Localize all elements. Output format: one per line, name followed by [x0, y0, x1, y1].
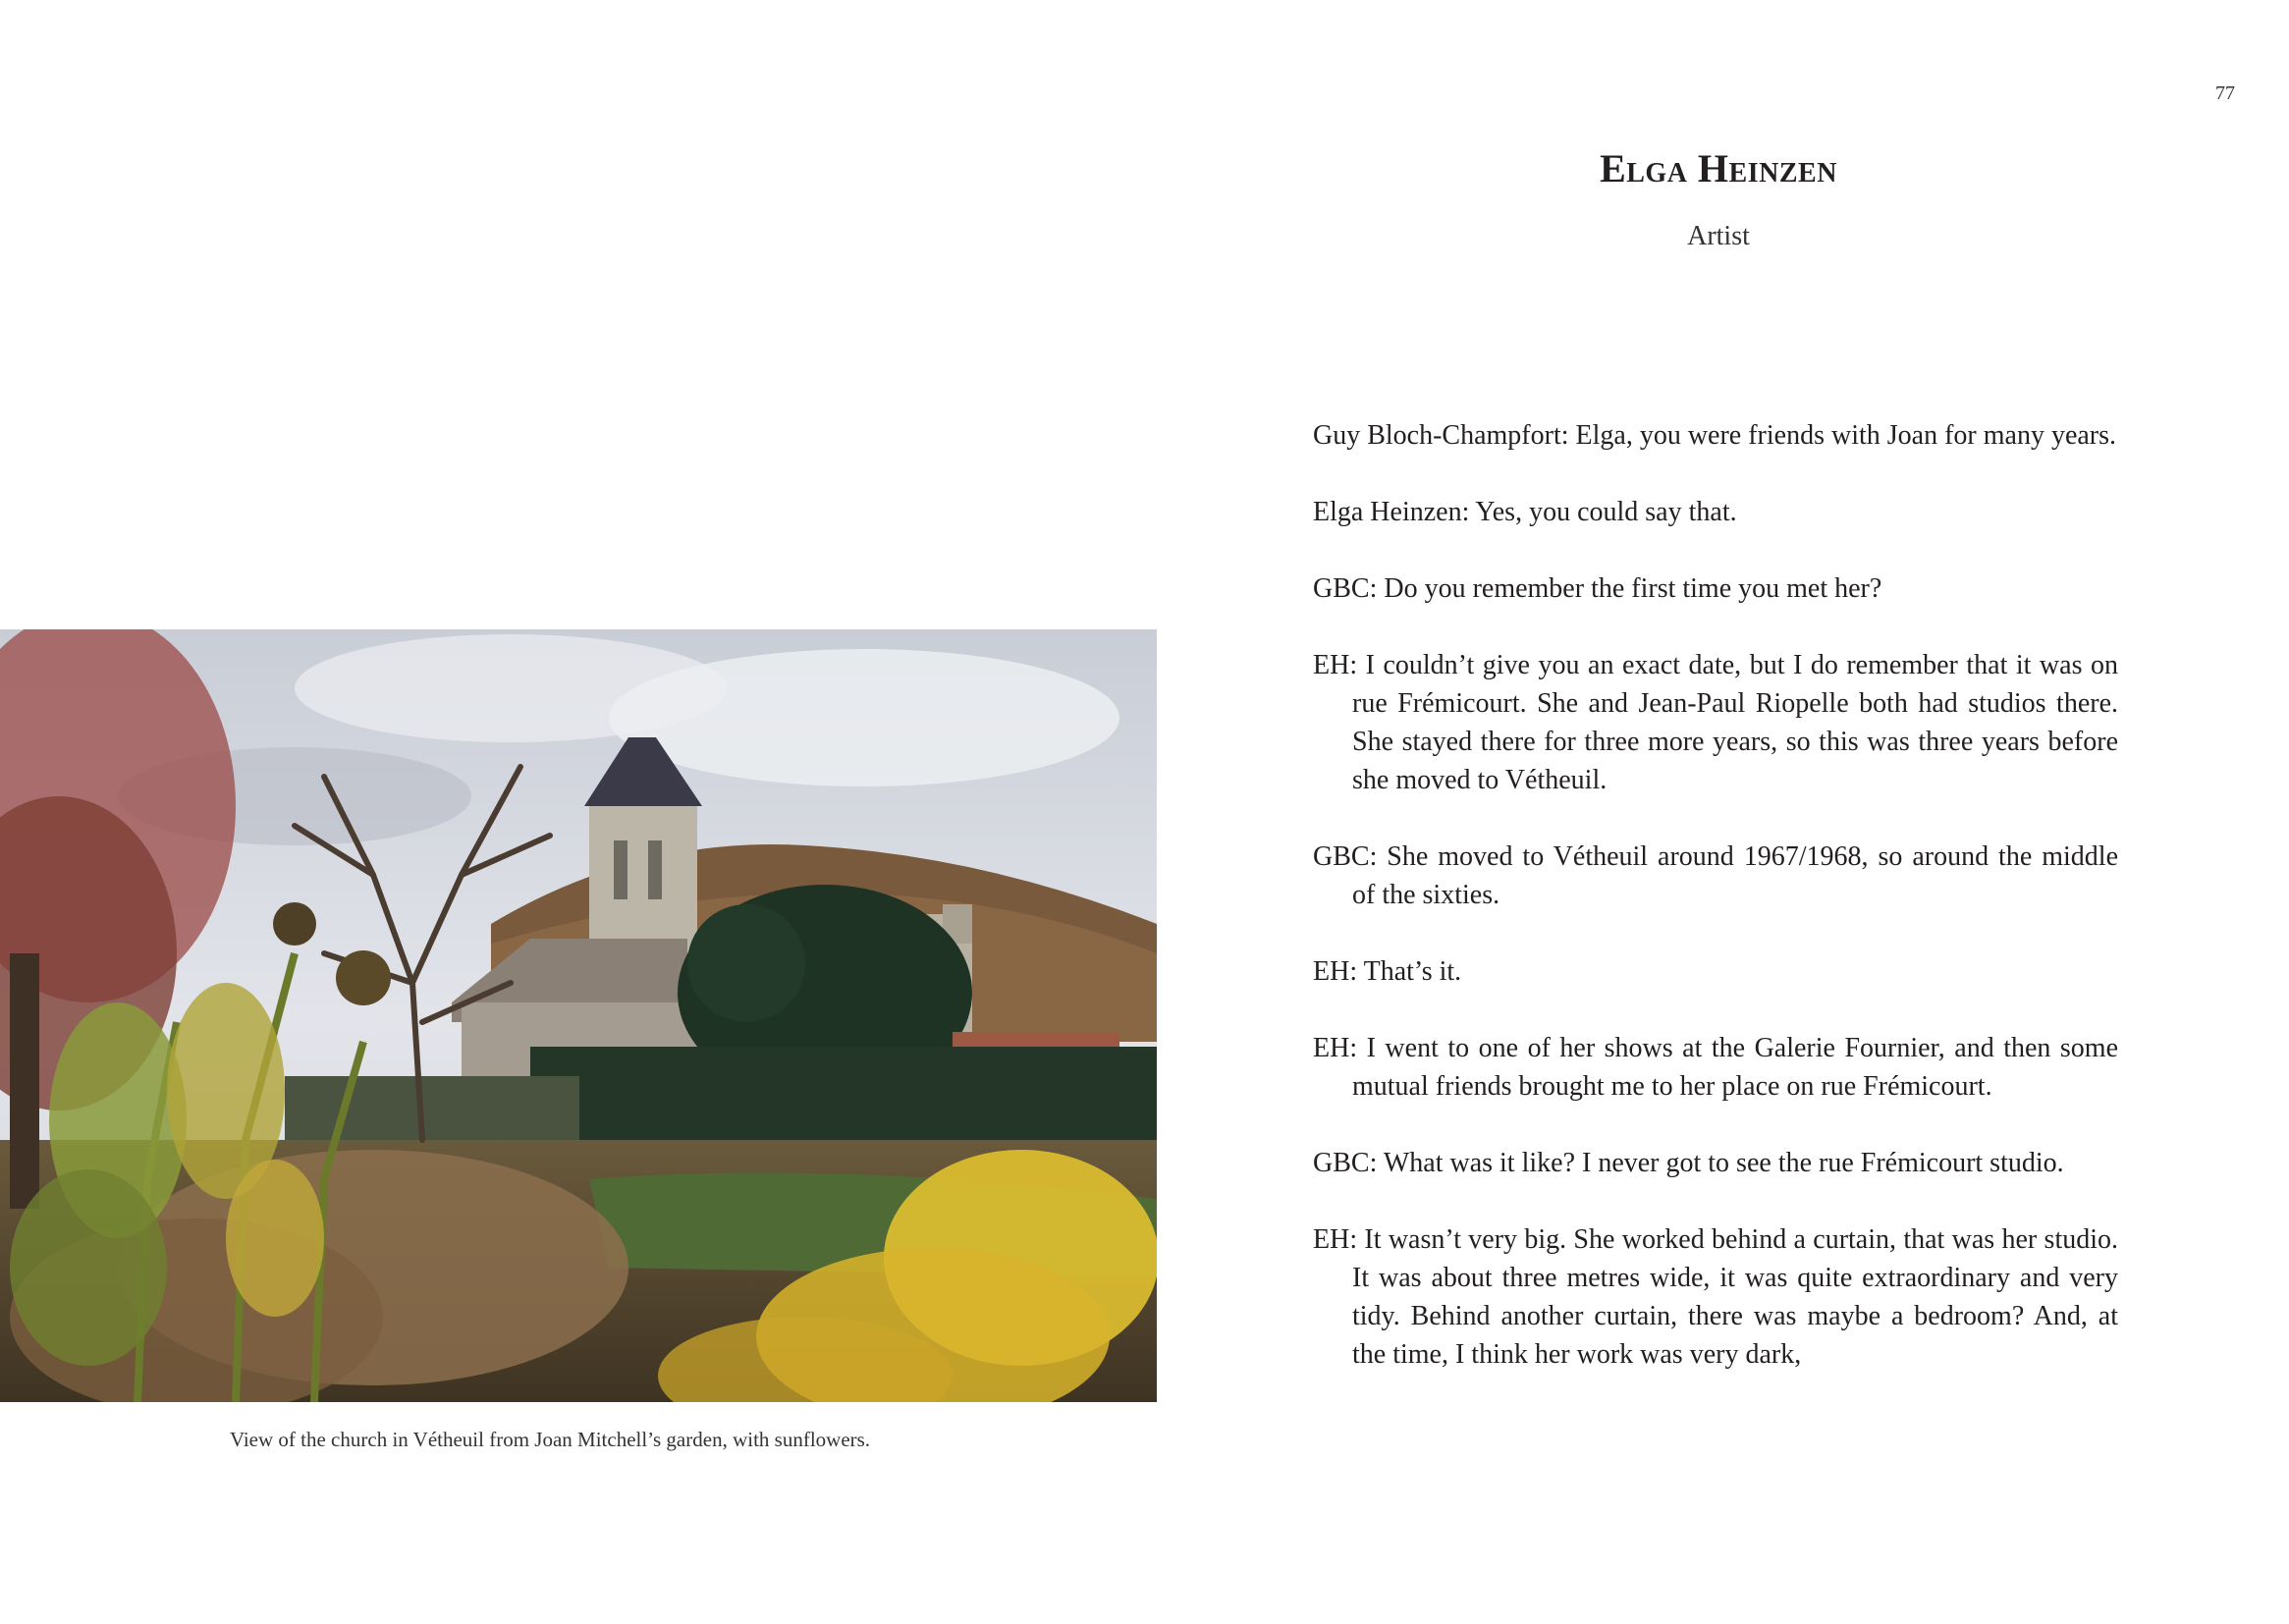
page-title: Elga Heinzen: [1600, 146, 1837, 190]
garden-church-photo: [0, 629, 1157, 1402]
photo-caption: View of the church in Vétheuil from Joan Mitchell’s garden, with sunflowers.: [229, 1428, 871, 1451]
interview-paragraph: EH: I couldn’t give you an exact date, but I do remember that it was on rue Frémicourt. She and Jean-Paul Riopelle both had studios there. She stayed there for three more years, so this was three years before she moved to Vétheuil.: [1313, 650, 2118, 795]
page-number: 77: [2215, 82, 2235, 104]
interview-paragraph: EH: That’s it.: [1313, 956, 1462, 987]
interview-paragraph: EH: It wasn’t very big. She worked behind a curtain, that was her studio. It was about three metres wide, it was quite extraordinary and very tidy. Behind another curtain, there was maybe a bedroom? And, at the time, I think her work was very dark,: [1313, 1224, 2118, 1370]
page-subtitle: Artist: [1687, 221, 1750, 251]
interview-paragraph: GBC: What was it like? I never got to see the rue Frémicourt studio.: [1313, 1148, 2064, 1178]
interview-paragraph: Elga Heinzen: Yes, you could say that.: [1313, 497, 1737, 527]
header: [1277, 145, 2160, 252]
interview-paragraph: Guy Bloch-Champfort: Elga, you were friends with Joan for many years.: [1313, 420, 2117, 451]
interview-paragraph: GBC: Do you remember the first time you met her?: [1313, 573, 1882, 604]
interview-paragraph: GBC: She moved to Vétheuil around 1967/1968, so around the middle of the sixties.: [1313, 841, 2118, 910]
interview-paragraph: EH: I went to one of her shows at the Galerie Fournier, and then some mutual friends brought me to her place on rue Frémicourt.: [1313, 1033, 2118, 1102]
interview-text: [1313, 416, 2118, 1412]
